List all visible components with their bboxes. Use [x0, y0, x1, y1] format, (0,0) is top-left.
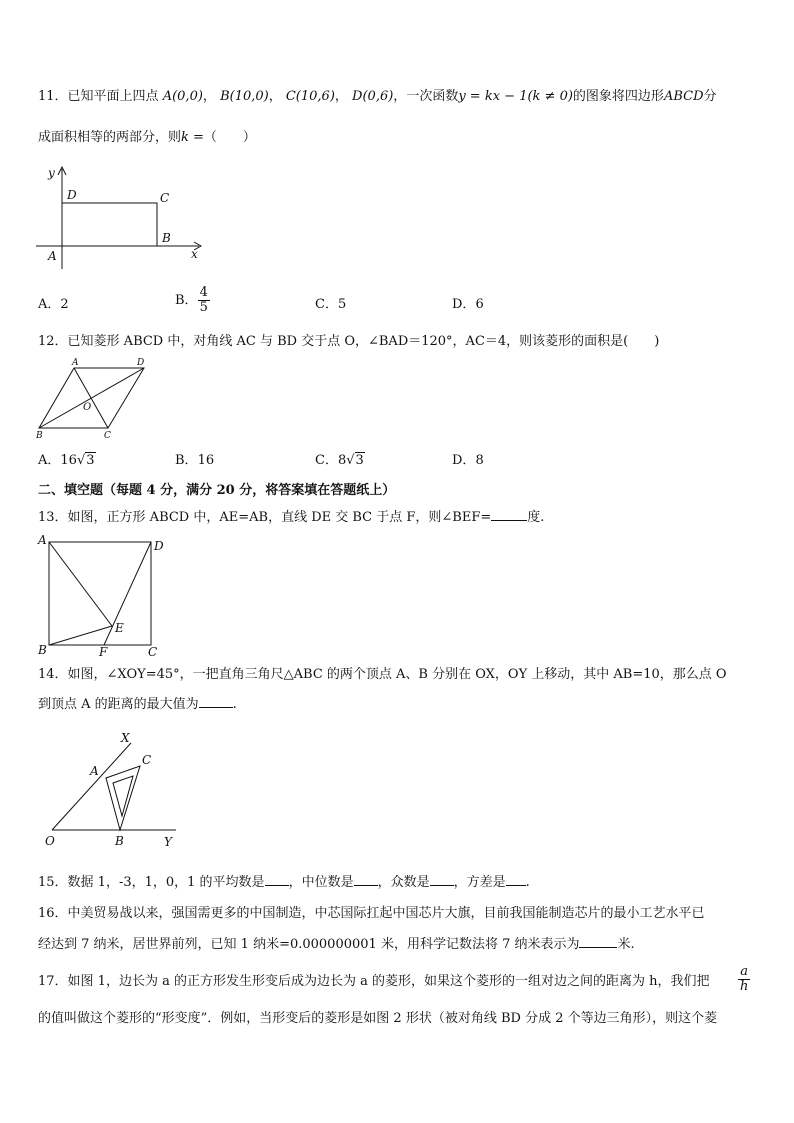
- q12-label-B: B: [36, 431, 43, 441]
- q15-blank-mode: [430, 885, 454, 886]
- q12-label-O: O: [83, 402, 92, 413]
- q11-figure: [36, 165, 206, 270]
- q13-label-B: B: [38, 643, 47, 657]
- q12-label-C: C: [104, 431, 111, 441]
- q12-option-d: D．8: [452, 453, 484, 468]
- q11-option-b: B． $\frac{4}{5}$: [175, 285, 208, 315]
- q11-label-B: B: [162, 231, 171, 245]
- q16-line2: 经达到 7 纳米，居世界前列，已知 1 纳米=0.000000001 米，用科学记数法将 7 纳米表示为 米.: [38, 937, 635, 952]
- q12-option-c: C．8√3: [315, 453, 364, 468]
- q13-answer-blank: [491, 520, 527, 521]
- q14-label-B: B: [115, 834, 124, 848]
- q11-label-A: A: [48, 249, 57, 263]
- q14-line2: 到顶点 A 的距离的最大值为 .: [38, 697, 237, 712]
- q14-answer-blank: [199, 707, 233, 708]
- q15-blank-median: [354, 885, 378, 886]
- q12-option-a: A．16√3: [38, 453, 95, 468]
- q11-label-C: C: [160, 191, 170, 205]
- q11-option-c: C．5: [315, 297, 347, 312]
- q14-label-X: X: [121, 731, 130, 745]
- q15-line: 15．数据 1，-3，1，0，1 的平均数是 ，中位数是 ，众数是 ，方差是 .: [38, 875, 530, 890]
- q13-line: 13．如图，正方形 ABCD 中，AE=AB，直线 DE 交 BC 于点 F，则∠BEF= 度.: [38, 510, 545, 525]
- q14-figure: [36, 728, 186, 853]
- q17-fraction: $\frac{a}{h}$: [740, 964, 749, 994]
- q14-label-C: C: [142, 753, 152, 767]
- q15-blank-mean: [265, 885, 289, 886]
- q11-label-D: D: [67, 188, 77, 202]
- q15-blank-variance: [506, 885, 526, 886]
- q13-label-C: C: [148, 645, 158, 659]
- q12-label-D: D: [137, 358, 145, 368]
- q11-label-x: x: [191, 247, 198, 261]
- q12-label-A: A: [72, 358, 79, 368]
- q12-line: 12．已知菱形 ABCD 中，对角线 AC 与 BD 交于点 O，∠BAD＝120°，AC＝4，则该菱形的面积是( ): [38, 334, 660, 349]
- q11-option-a: A．2: [38, 297, 69, 312]
- q16-line1: 16．中美贸易战以来，强国需更多的中国制造，中芯国际扛起中国芯片大旗，目前我国能制造芯片的最小工艺水平已: [38, 906, 705, 921]
- q13-label-D: D: [154, 539, 164, 553]
- q14-label-A: A: [90, 764, 99, 778]
- q12-figure: [36, 356, 156, 440]
- q14-line1: 14．如图，∠XOY=45°，一把直角三角尺△ABC 的两个顶点 A、B 分别在 OX，OY 上移动，其中 AB=10，那么点 O: [38, 667, 727, 682]
- q14-label-O: O: [45, 834, 55, 848]
- q11-label-y: y: [48, 166, 55, 180]
- q11-line1: 11．已知平面上四点 A(0,0)， B(10,0)， C(10,6)， D(0,6)，一次函数y = kx − 1(k ≠ 0)的图象将四边形ABCD分: [38, 89, 717, 104]
- q17-line1: 17．如图 1，边长为 a 的正方形发生形变后成为边长为 a 的菱形，如果这个菱形的一组对边之间的距离为 h，我们把: [38, 974, 710, 989]
- q17-line2: 的值叫做这个菱形的“形变度”．例如，当形变后的菱形是如图 2 形状（被对角线 BD 分成 2 个等边三角形），则这个菱: [38, 1011, 718, 1026]
- q11-option-d: D．6: [452, 297, 484, 312]
- section-heading: 二、填空题（每题 4 分，满分 20 分，将答案填在答题纸上）: [38, 483, 396, 498]
- q16-answer-blank: [579, 947, 617, 948]
- q11-line2: 成面积相等的两部分，则k =（ ）: [38, 130, 256, 145]
- q14-label-Y: Y: [164, 835, 172, 849]
- q13-figure: [36, 532, 171, 657]
- q13-label-E: E: [115, 621, 124, 635]
- q13-label-F: F: [99, 645, 108, 659]
- q12-option-b: B．16: [175, 453, 215, 468]
- q13-label-A: A: [38, 533, 47, 547]
